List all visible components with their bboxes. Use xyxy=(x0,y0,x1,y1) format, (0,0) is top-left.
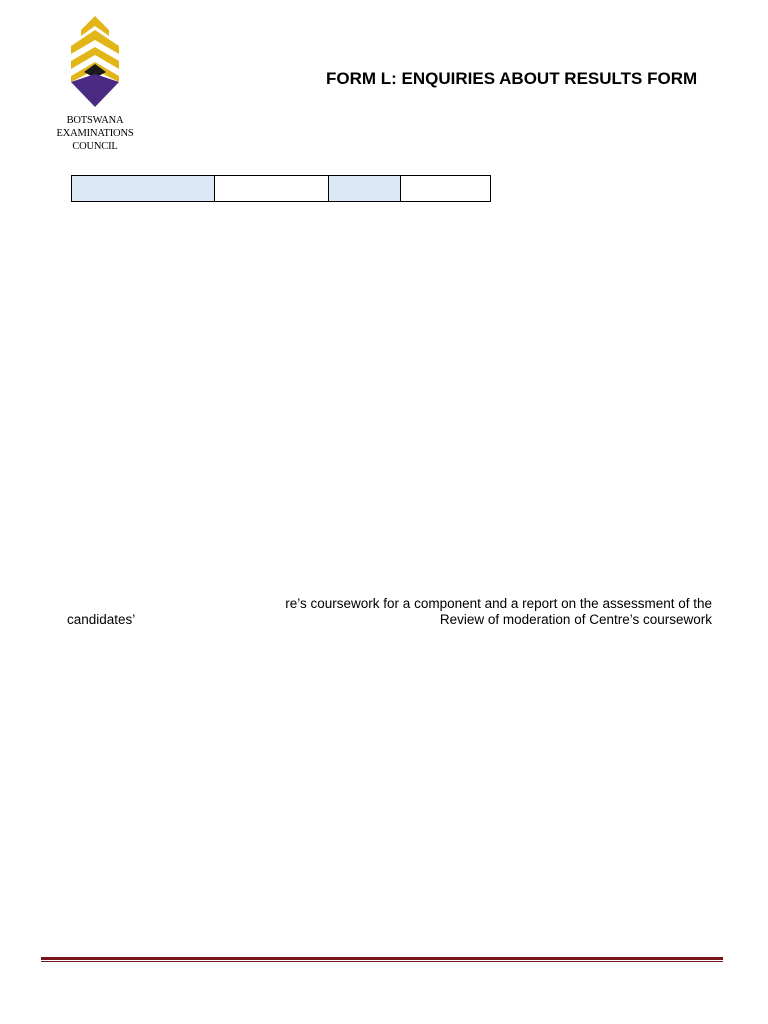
footer-rule-thin xyxy=(41,961,723,962)
field-label-cell-2 xyxy=(328,175,401,202)
organization-name xyxy=(56,114,134,153)
body-text-line-2-right: Review of moderation of Centre’s coursework xyxy=(439,612,712,627)
field-label-cell-1 xyxy=(71,175,215,202)
centre-details-row xyxy=(71,175,491,202)
footer-rule xyxy=(41,957,723,962)
body-text-line-1: re’s coursework for a component and a report on the assessment of the xyxy=(285,596,712,611)
body-text-line-2-left: candidates’ xyxy=(67,612,136,627)
org-name-line-1: BOTSWANA xyxy=(66,115,124,126)
org-name-line-2: EXAMINATIONS xyxy=(56,128,134,139)
field-input-cell-2[interactable] xyxy=(400,175,491,202)
field-input-cell-1[interactable] xyxy=(214,175,329,202)
form-title: FORM L: ENQUIRIES ABOUT RESULTS FORM xyxy=(326,69,698,88)
footer-rule-thick xyxy=(41,957,723,960)
botswana-examinations-council-emblem-icon xyxy=(66,16,124,108)
org-name-line-3: COUNCIL xyxy=(72,141,118,152)
